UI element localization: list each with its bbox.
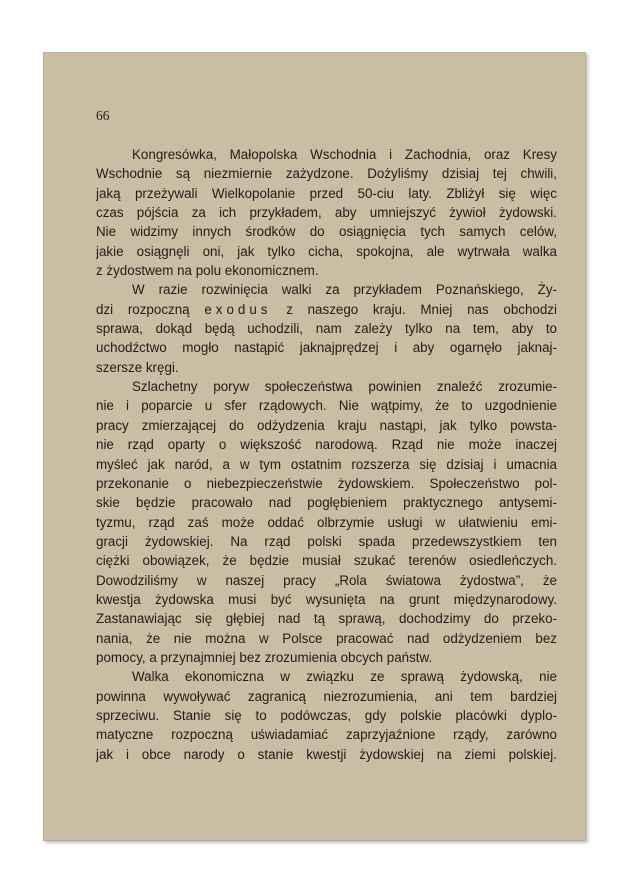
text-line: myśleć jak naród, a w tym ostatnim rozszerza się dzisiaj i umacnia [96, 456, 557, 472]
text-line: uchodźctwo mogło nastąpić jaknajprędzej i aby ogarnęło jaknaj- [96, 340, 557, 356]
text-line: czas pójścia za ich przykładem, aby umniejszyć żywioł żydowski. [96, 205, 557, 221]
text-line: W razie rozwinięcia walki za przykładem Poznańskiego, Ży- [132, 282, 557, 298]
paragraph-3 [96, 377, 557, 667]
text-line: Wschodnie są niezmiernie zażydzone. Dożyliśmy dzisiaj tej chwili, [96, 166, 557, 182]
text-line: nania, że nie można w Polsce pracować nad odżydzeniem bez [96, 630, 557, 646]
text-line: powinna wywoływać zagranicą niezrozumienia, ani tem bardziej [96, 688, 557, 704]
text-line-with-spaced-word [96, 300, 557, 319]
text-line: z żydostwem na polu ekonomicznem. [96, 263, 319, 279]
text-line: nie rząd oparty o większość narodową. Rząd nie może inaczej [96, 437, 557, 453]
text-line: sprawa, dokąd będą uchodzili, nam zależy tylko na tem, aby to [96, 321, 557, 337]
text-line: ciężki obowiązek, że będzie musiał szukać terenów osiedleńczych. [96, 553, 557, 569]
text-line: nie i poparcie u sfer rządowych. Nie wątpimy, że to uzgodnienie [96, 398, 557, 414]
text-fragment: z naszego kraju. Mniej nas obchodzi [286, 301, 557, 317]
text-line: kwestja żydowska musi być wysunięta na grunt międzynarodowy. [96, 591, 557, 607]
text-line: sprzeciwu. Stanie się to podówczas, gdy polskie placówki dyplo- [96, 707, 557, 723]
text-line: Nie widzimy innych środków do osiągnięcia tych samych celów, [96, 224, 557, 240]
text-line: Kongresówka, Małopolska Wschodnia i Zachodnia, oraz Kresy [132, 147, 557, 162]
text-line: Dowodziliśmy w naszej pracy „Rola światowa żydostwa”, że [96, 572, 557, 588]
text-line: gracji żydowskiej. Na rząd polski spada przedewszystkiem ten [96, 533, 557, 549]
text-line: pomocy, a przynajmniej bez zrozumienia obcych państw. [96, 649, 433, 665]
text-line: skie będzie pracowało nad pogłębieniem praktycznego antysemi- [96, 495, 557, 511]
text-line: pracy zmierzającej do odżydzenia kraju nastąpi, jak tylko powsta- [96, 417, 557, 433]
text-line: matyczne rozpoczną uświadamiać zaprzyjaźnione rządy, zarówno [96, 727, 557, 743]
paragraph-2 [96, 280, 557, 377]
text-line: jaką przeżywali Wielkopolanie przed 50-ciu laty. Zbliżył się więc [96, 185, 557, 201]
text-line: Szlachetny poryw społeczeństwa powinien znaleźć zrozumie- [132, 379, 557, 395]
text-line: Walka ekonomiczna w związku ze sprawą żydowską, nie [132, 669, 557, 685]
page-number: 66 [96, 108, 110, 123]
text-line: Zastanawiając się głębiej nad tą sprawą, dochodzimy do przeko- [96, 611, 557, 627]
text-line: szersze kręgi. [96, 359, 179, 375]
book-page [43, 52, 586, 841]
text-line: jak i obce narody o stanie kwestji żydowskiej na ziemi polskiej. [96, 746, 557, 762]
text-line: przekonanie o niebezpieczeństwie żydowskiem. Społeczeństwo pol- [96, 475, 557, 491]
spaced-word: exodus [204, 301, 272, 317]
paragraph-1 [96, 145, 557, 280]
text-line: jakie osiągnęli oni, jak tylko cicha, spokojna, ale wytrwała walka [96, 243, 557, 259]
text-line: tyzmu, rząd zaś może oddać olbrzymie usługi w ułatwieniu emi- [96, 514, 557, 530]
paragraph-4 [96, 667, 557, 764]
text-fragment: dzi rozpoczną [96, 301, 190, 317]
body-text [96, 145, 557, 764]
